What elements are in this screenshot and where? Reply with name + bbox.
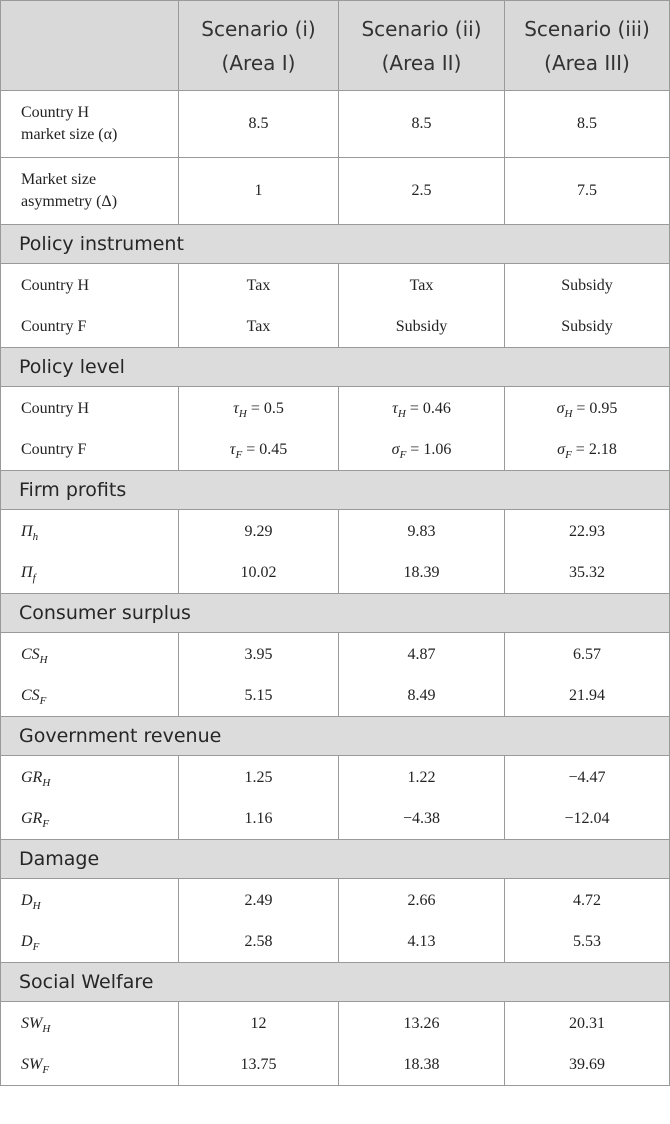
value-cell: [339, 387, 505, 471]
math-subscript: H: [42, 1022, 51, 1035]
cell-value: 9.83: [407, 522, 436, 540]
cell-value: Subsidy: [395, 317, 448, 335]
cell-value: [339, 429, 504, 470]
section-header-policy-instrument: [1, 225, 670, 264]
table-cell: 8.5: [505, 91, 670, 158]
header-corner: [1, 1, 179, 91]
row-label-symbol: [21, 1014, 51, 1035]
cell-value: −4.47: [568, 768, 606, 786]
row-label-symbol: [21, 645, 48, 666]
math-subscript: F: [565, 448, 572, 461]
table-cell: 8.5: [339, 91, 505, 158]
header-area: (Area I): [221, 50, 296, 75]
row-label: [21, 552, 178, 593]
section-rows-government-revenue: [1, 756, 670, 840]
policy-value: = 0.95: [572, 399, 618, 417]
section-rows-policy-instrument: [1, 264, 670, 348]
math-symbol: τ: [392, 399, 398, 417]
row-labels: [1, 879, 179, 963]
value-cell: [505, 510, 670, 594]
value-cell: [505, 756, 670, 840]
cell-value: 20.31: [569, 1014, 605, 1032]
row-label: [21, 675, 178, 716]
math-subscript: F: [32, 940, 40, 953]
cell-value: 2.58: [244, 932, 273, 950]
row-label: [21, 921, 178, 962]
section-header-consumer-surplus: [1, 594, 670, 633]
value-cell: [179, 387, 339, 471]
row-label: Country F: [21, 317, 87, 335]
policy-value: = 0.46: [405, 399, 451, 417]
math-subscript: H: [238, 407, 247, 420]
param-label: [1, 158, 179, 225]
cell-value: [179, 388, 338, 429]
value-cell: [505, 633, 670, 717]
cell-value: 35.32: [569, 563, 605, 581]
math-subscript: F: [39, 694, 47, 707]
row-label: [21, 757, 178, 798]
header-row: [1, 1, 670, 91]
math-symbol: CS: [21, 686, 40, 704]
value-cell: [339, 510, 505, 594]
math-symbol: D: [21, 891, 33, 909]
section-title: Consumer surplus: [1, 594, 670, 633]
cell-value: Tax: [246, 276, 271, 294]
row-label-symbol: [21, 809, 50, 830]
policy-value: = 2.18: [571, 440, 617, 458]
table-cell: 7.5: [505, 158, 670, 225]
math-subscript: H: [397, 407, 406, 420]
section-rows-damage: [1, 879, 670, 963]
cell-value: 6.57: [573, 645, 601, 663]
label-line: market size (α): [21, 126, 118, 143]
math-symbol: D: [21, 932, 33, 950]
section-title: Government revenue: [1, 717, 670, 756]
math-subscript: H: [32, 899, 41, 912]
policy-symbol: [391, 440, 407, 461]
header-area: (Area II): [381, 50, 462, 75]
cell-value: 2.49: [244, 891, 273, 909]
row-label-symbol: [21, 932, 40, 953]
value-cell: [179, 633, 339, 717]
cell-value: 13.26: [403, 1014, 440, 1032]
math-symbol: SW: [21, 1014, 43, 1032]
policy-value: = 1.06: [406, 440, 452, 458]
row-label: [21, 634, 178, 675]
cell-value: 10.02: [240, 563, 277, 581]
section-title: Policy level: [1, 348, 670, 387]
header-scenario-ii: [339, 1, 505, 91]
cell-value: 2.66: [407, 891, 436, 909]
cell-value: Subsidy: [561, 276, 613, 294]
policy-value: = 0.5: [246, 399, 284, 417]
policy-symbol: [229, 440, 243, 461]
section-header-policy-level: [1, 348, 670, 387]
math-subscript: H: [564, 407, 573, 420]
row-label-symbol: [21, 768, 51, 789]
cell-value: Tax: [246, 317, 271, 335]
header-title: Scenario (ii): [361, 16, 482, 41]
param-row-asymmetry: [1, 158, 670, 225]
cell-value: 18.38: [403, 1055, 440, 1073]
math-subscript: H: [42, 776, 51, 789]
math-symbol: σ: [556, 399, 565, 417]
section-rows-consumer-surplus: [1, 633, 670, 717]
math-subscript: f: [32, 571, 36, 584]
value-cell: [339, 756, 505, 840]
row-label-symbol: [21, 563, 36, 584]
cell-value: 12: [250, 1014, 267, 1032]
row-label: [21, 798, 178, 839]
section-title: Social Welfare: [1, 963, 670, 1002]
math-subscript: F: [399, 448, 407, 461]
section-title: Policy instrument: [1, 225, 670, 264]
value-cell: [505, 387, 670, 471]
cell-value: 21.94: [569, 686, 605, 704]
math-subscript: H: [39, 653, 48, 666]
value-cell: [339, 879, 505, 963]
table-cell: 8.5: [179, 91, 339, 158]
section-header-government-revenue: [1, 717, 670, 756]
policy-symbol: [556, 399, 573, 420]
math-symbol: τ: [233, 399, 239, 417]
value-cell: [339, 264, 505, 348]
row-label: [21, 1044, 178, 1085]
cell-value: Tax: [409, 276, 434, 294]
header-scenario-iii: [505, 1, 670, 91]
row-label: Country H: [21, 399, 89, 417]
row-label-symbol: [21, 891, 41, 912]
math-subscript: F: [42, 817, 50, 830]
row-labels: [1, 633, 179, 717]
row-labels: [1, 1002, 179, 1086]
value-cell: [505, 264, 670, 348]
value-cell: [179, 1002, 339, 1086]
header-scenario-i: [179, 1, 339, 91]
cell-value: 9.29: [244, 522, 273, 540]
value-cell: [179, 756, 339, 840]
math-symbol: GR: [21, 809, 43, 827]
math-subscript: F: [235, 448, 243, 461]
cell-value: 3.95: [244, 645, 273, 663]
math-symbol: τ: [229, 440, 236, 458]
row-labels: [1, 510, 179, 594]
section-title: Firm profits: [1, 471, 670, 510]
label-line: Market size: [21, 171, 97, 188]
value-cell: [179, 879, 339, 963]
cell-value: 4.72: [573, 891, 601, 909]
cell-value: −4.38: [402, 809, 441, 827]
policy-symbol: [557, 440, 572, 461]
param-row-market-size: [1, 91, 670, 158]
math-symbol: σ: [557, 440, 566, 458]
cell-value: 4.13: [407, 932, 436, 950]
cell-value: 39.69: [569, 1055, 605, 1073]
cell-value: [505, 429, 669, 470]
param-label: [1, 91, 179, 158]
cell-value: 1.16: [244, 809, 273, 827]
cell-value: 13.75: [240, 1055, 277, 1073]
cell-value: 5.53: [573, 932, 601, 950]
row-label: [21, 880, 178, 921]
cell-value: 5.15: [244, 686, 273, 704]
row-label-symbol: [21, 686, 47, 707]
value-cell: [179, 264, 339, 348]
row-label: [21, 511, 178, 552]
cell-value: 22.93: [569, 522, 605, 540]
math-symbol: CS: [21, 645, 40, 663]
value-cell: [505, 1002, 670, 1086]
policy-symbol: [392, 399, 406, 420]
cell-value: 8.49: [407, 686, 436, 704]
row-label-symbol: [21, 1055, 50, 1076]
row-labels: [1, 756, 179, 840]
header-title: Scenario (iii): [524, 16, 650, 41]
section-title: Damage: [1, 840, 670, 879]
math-subscript: F: [42, 1063, 50, 1076]
value-cell: [339, 1002, 505, 1086]
table-cell: 1: [179, 158, 339, 225]
cell-value: 4.87: [407, 645, 436, 663]
cell-value: 1.25: [244, 768, 273, 786]
row-labels: [1, 387, 179, 471]
cell-value: [339, 388, 504, 429]
label-line: Country H: [21, 104, 89, 121]
cell-value: 18.39: [403, 563, 440, 581]
cell-value: [505, 388, 669, 429]
math-subscript: h: [32, 530, 39, 543]
header-title: Scenario (i): [201, 16, 316, 41]
math-symbol: σ: [391, 440, 400, 458]
section-header-firm-profits: [1, 471, 670, 510]
row-label: Country F: [21, 440, 87, 458]
section-rows-firm-profits: [1, 510, 670, 594]
value-cell: [505, 879, 670, 963]
math-symbol: Π: [21, 563, 33, 581]
label-line: asymmetry (Δ): [21, 193, 118, 210]
section-rows-policy-level: [1, 387, 670, 471]
row-label-symbol: [21, 522, 39, 543]
math-symbol: GR: [21, 768, 43, 786]
value-cell: [339, 633, 505, 717]
section-header-damage: [1, 840, 670, 879]
policy-symbol: [233, 399, 247, 420]
section-header-social-welfare: [1, 963, 670, 1002]
value-cell: [179, 510, 339, 594]
cell-value: Subsidy: [561, 317, 613, 335]
section-rows-social-welfare: [1, 1002, 670, 1086]
math-symbol: Π: [21, 522, 33, 540]
row-labels: [1, 264, 179, 348]
table-cell: 2.5: [339, 158, 505, 225]
math-symbol: SW: [21, 1055, 43, 1073]
header-area: (Area III): [544, 50, 630, 75]
row-label: [21, 1003, 178, 1044]
cell-value: [179, 429, 338, 470]
cell-value: 1.22: [407, 768, 436, 786]
cell-value: −12.04: [564, 809, 610, 827]
row-label: Country H: [21, 276, 89, 294]
policy-value: = 0.45: [242, 440, 288, 458]
